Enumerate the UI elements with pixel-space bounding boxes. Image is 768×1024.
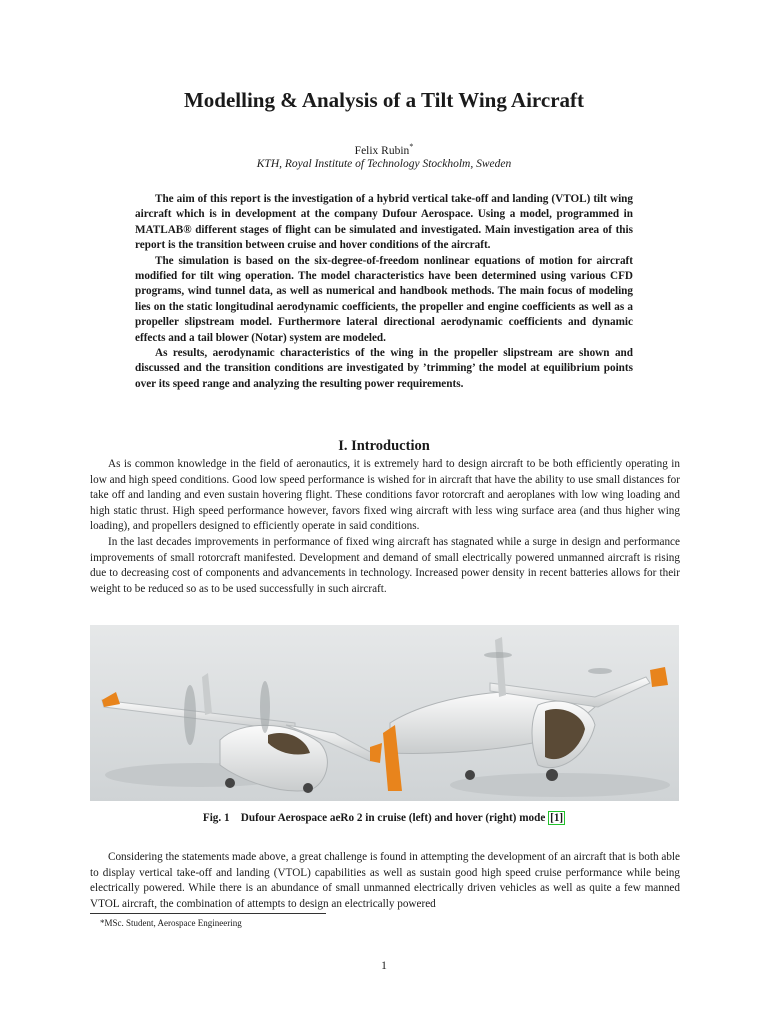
author-name: Felix Rubin bbox=[354, 144, 410, 157]
citation-link[interactable]: [1] bbox=[550, 812, 564, 824]
aircraft-illustration bbox=[90, 625, 679, 801]
footnote-divider bbox=[90, 913, 326, 914]
introduction-text bbox=[90, 457, 680, 597]
paper-title: Modelling & Analysis of a Tilt Wing Aircraft bbox=[183, 88, 584, 112]
footnote: *MSc. Student, Aerospace Engineering bbox=[100, 918, 242, 928]
abstract-paragraph-1: The aim of this report is the investigation of a hybrid vertical take-off and landing (VTOL) tilt wing aircraft which is in development at the company Dufour Aerospace. Using a model, programmed in MATLAB® different stages of flight can be simulated and investigated. Main investigation area of this report is the transition between cruise and hover conditions of the aircraft. bbox=[135, 193, 633, 252]
intro-paragraph-3: Considering the statements made above, a great challenge is found in attempting the development of an aircraft that is both able to display vertical take-off and landing (VTOL) capabilities as well as sustain good high speed cruise performance while being electrically powered. While there is an abundance of small unmanned electrically driven vehicles as well as quite a few manned VTOL aircraft, the combination of attempts to design an electrically powered bbox=[90, 851, 680, 910]
section-heading: I. Introduction bbox=[338, 438, 430, 454]
author-line bbox=[0, 142, 768, 157]
affiliation: KTH, Royal Institute of Technology Stockholm, Sweden bbox=[256, 158, 512, 170]
author-footnote-mark: * bbox=[409, 142, 414, 151]
intro-paragraph-2: In the last decades improvements in performance of fixed wing aircraft has stagnated while a surge in design and performance improvements of small rotorcraft manifested. Development and demand of small electrically powered unmanned aircraft is rising due to decreasing cost of components and advancements in technology. Increased power density in recent batteries allows for their weight to be reduced so as to be used successfully in such aircraft. bbox=[90, 535, 680, 595]
figure-aircraft-render bbox=[90, 625, 679, 801]
continuation-text bbox=[90, 850, 680, 912]
figure-caption bbox=[0, 812, 768, 824]
abstract-paragraph-3: As results, aerodynamic characteristics of the wing in the propeller slipstream are shown and discussed and the transition conditions are investigated by ’trimming’ the model at equilibrium points over its speed range and analyzing the resulting power requirements. bbox=[135, 347, 633, 390]
figure-label: Fig. 1 bbox=[202, 812, 230, 824]
abstract bbox=[135, 192, 633, 392]
intro-paragraph-1: As is common knowledge in the field of aeronautics, it is extremely hard to design aircraft to be both efficiently operating in low and high speed conditions. Good low speed performance is wished for in aircraft that have the ability to use small distances for take off and landing and even sustain hovering flight. These conditions favor rotorcraft and aeroplanes with low wing loading and high static thrust. High speed performance however, favors fixed wing aircraft with less wing surface area (and thus higher wing loading), and propellers designed to efficiently operate in said conditions. bbox=[90, 458, 680, 533]
figure-caption-text: Dufour Aerospace aeRo 2 in cruise (left) and hover (right) mode bbox=[240, 812, 546, 824]
abstract-paragraph-2: The simulation is based on the six-degree-of-freedom nonlinear equations of motion for aircraft modified for tilt wing operation. The model characteristics have been determined using various CFD programs, wind tunnel data, as well as numerical and handbook methods. The main focus of modeling lies on the static longitudinal aerodynamic coefficients, the propeller and engine coefficients as well as a propeller slipstream model. Furthermore lateral directional aerodynamic coefficients and dynamic effects and a tail blower (Notar) system are modeled. bbox=[135, 254, 633, 344]
page-number: 1 bbox=[381, 960, 387, 972]
